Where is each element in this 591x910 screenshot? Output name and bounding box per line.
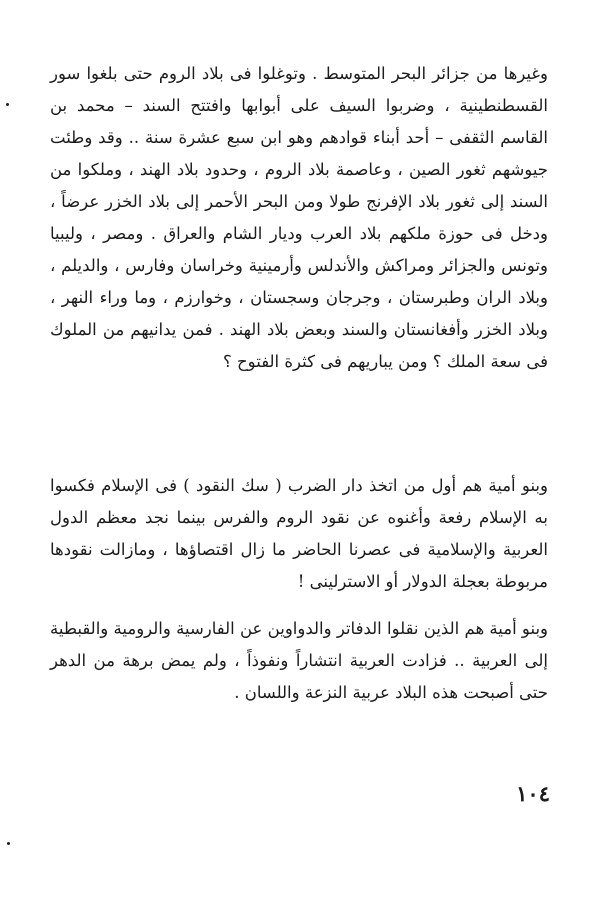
page-number: ١٠٤ bbox=[516, 781, 550, 806]
scan-speck bbox=[7, 842, 10, 845]
paragraph-arabization: وبنو أمية هم الذين نقلوا الدفاتر والدواوين عن الفارسية والرومية والقبطية إلى العربية .. فزادت العربية انتشاراً ونفوذاً ، ولم يمض برهة من الدهر حتى أصبحت هذه البلاد عربية النزعة واللسان . bbox=[50, 619, 548, 702]
scan-speck bbox=[6, 103, 9, 106]
paragraph-conquests: وغيرها من جزائر البحر المتوسط . وتوغلوا فى بلاد الروم حتى بلغوا سور القسطنطينية ، وضربوا السيف على أبوابها وافتتح السند – محمد بن القاسم الثقفى – أحد أبناء قوادهم وهو ابن سبع عشرة سنة .. وقد وطئت جيوشهم ثغور الصين ، وعاصمة بلاد الروم ، وحدود بلاد الهند ، وملكوا من السند إلى ثغور بلاد الإفرنج طولا ومن البحر الأحمر إلى بلاد الخزر عرضاً ، ودخل فى حوزة ملكهم بلاد العرب وديار الشام والعراق . ومصر ، وليبيا وتونس والجزائر ومراكش والأندلس وأرمينية وخراسان وفارس ، والديلم ، وبلاد الران وطبرستان ، وجرجان وسجستان ، وخوارزم ، وما وراء النهر ، وبلاد الخزر وأفغانستان والسند وبعض بلاد الهند . فمن يدانيهم من الملوك فى سعة الملك ؟ ومن يباريهم فى كثرة الفتوح ؟ bbox=[50, 64, 548, 371]
paragraph-coinage: وبنو أمية هم أول من اتخذ دار الضرب ( سك النقود ) فى الإسلام فكسوا به الإسلام رفعة وأغنوه عن نقود الروم والفرس بينما نجد معظم الدول العربية والإسلامية فى عصرنا الحاضر ما زال اقتصاؤها ، ومازالت نقودها مربوطة بعجلة الدولار أو الاسترلينى ! bbox=[50, 476, 548, 591]
